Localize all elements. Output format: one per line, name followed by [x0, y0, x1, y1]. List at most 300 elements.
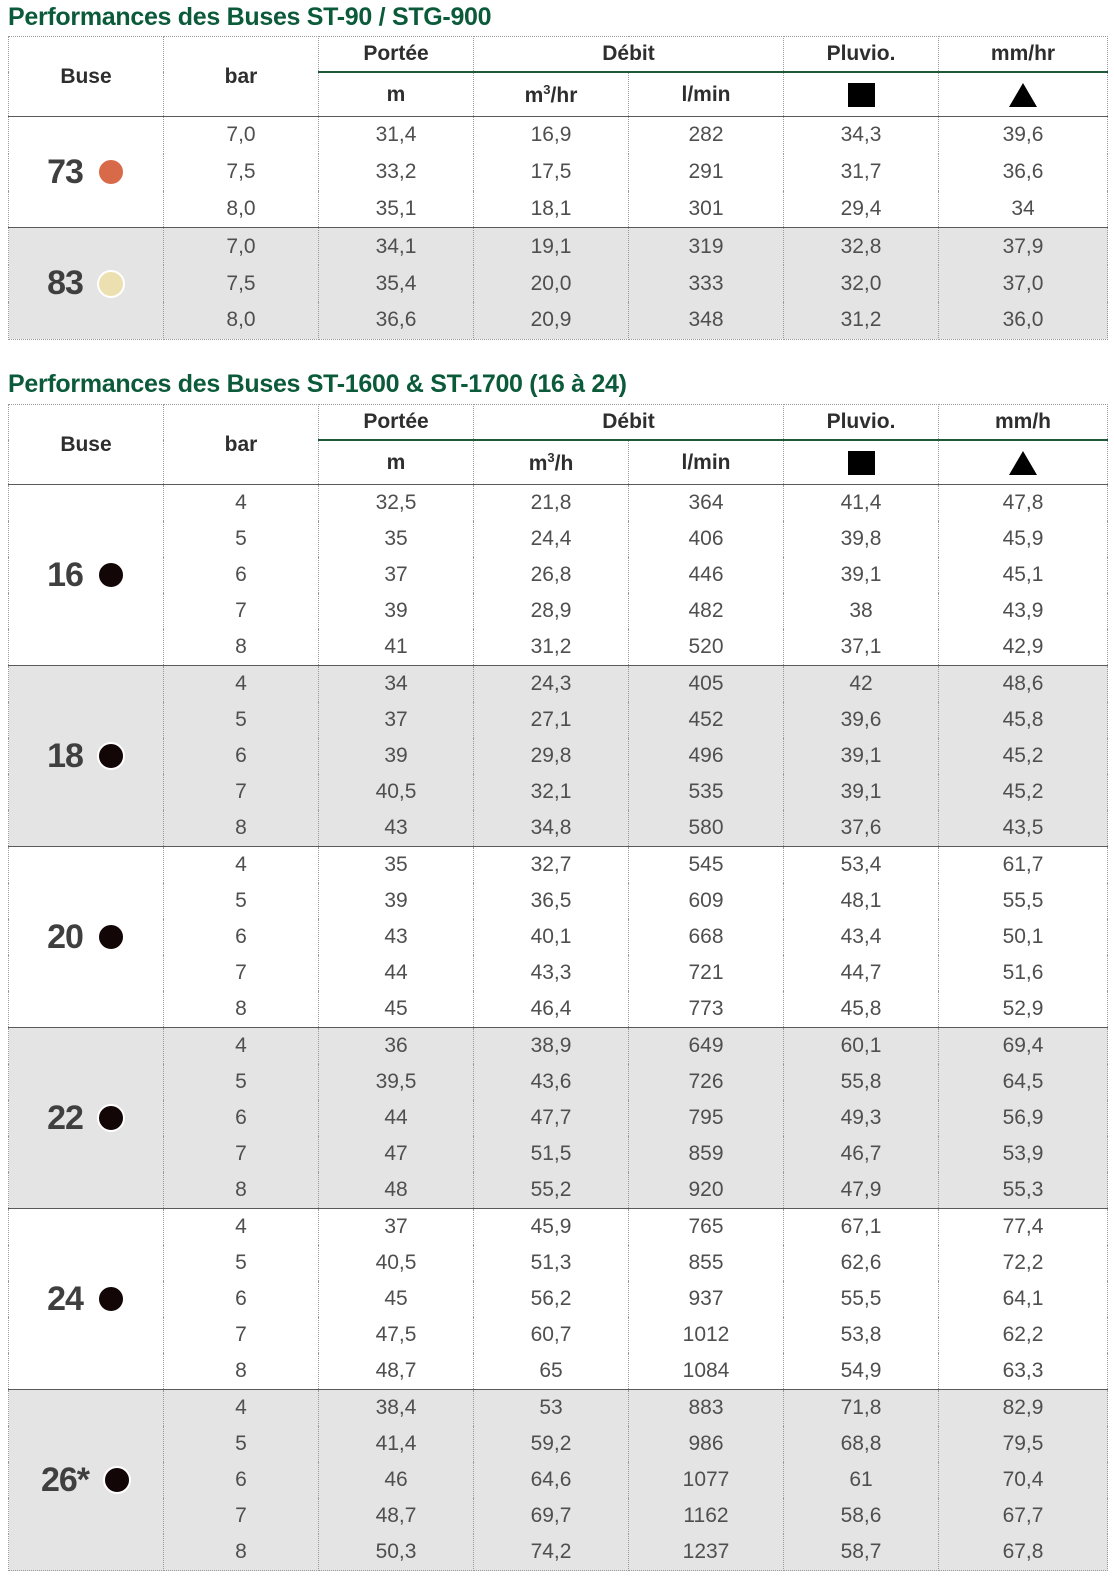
triangle-icon — [1009, 83, 1037, 107]
cell-mmh: 37,9 — [939, 228, 1108, 265]
cell-bar: 4 — [164, 485, 319, 522]
cell-debit-lmin: 364 — [629, 485, 784, 522]
buse-group-26 — [9, 1390, 1108, 1571]
nozzle-color-dot-icon — [97, 270, 125, 298]
table-row — [9, 774, 1108, 810]
table-row — [9, 1028, 1108, 1065]
cell-pluvio: 48,1 — [784, 883, 939, 919]
cell-mmh: 45,9 — [939, 521, 1108, 557]
cell-pluvio: 39,8 — [784, 521, 939, 557]
table-row — [9, 302, 1108, 339]
buse-cell — [9, 1390, 164, 1571]
col-header-bar: bar — [164, 37, 319, 117]
cell-pluvio: 45,8 — [784, 991, 939, 1028]
table-row — [9, 1281, 1108, 1317]
cell-portee-m: 33,2 — [319, 154, 474, 191]
cell-portee-m: 47 — [319, 1136, 474, 1172]
cell-bar: 7,0 — [164, 228, 319, 265]
buse-label — [9, 737, 163, 776]
cell-pluvio: 58,6 — [784, 1498, 939, 1534]
cell-bar: 6 — [164, 1281, 319, 1317]
cell-bar: 5 — [164, 1426, 319, 1462]
cell-debit-m3h: 31,2 — [474, 629, 629, 666]
cell-mmh: 39,6 — [939, 117, 1108, 154]
col-header-mmh: mm/hr — [939, 37, 1108, 73]
table-row — [9, 1317, 1108, 1353]
cell-portee-m: 31,4 — [319, 117, 474, 154]
cell-debit-m3h: 32,1 — [474, 774, 629, 810]
cell-debit-m3h: 20,0 — [474, 265, 629, 302]
cell-pluvio: 41,4 — [784, 485, 939, 522]
buse-label — [9, 153, 163, 192]
buse-label — [9, 264, 163, 303]
table-row — [9, 1498, 1108, 1534]
col-header-portee: Portée — [319, 405, 474, 441]
buse-number: 20 — [47, 917, 83, 956]
cell-portee-m: 39 — [319, 883, 474, 919]
cell-portee-m: 45 — [319, 1281, 474, 1317]
nozzle-color-dot-icon — [97, 158, 125, 186]
cell-bar: 7 — [164, 955, 319, 991]
cell-pluvio: 39,1 — [784, 557, 939, 593]
cell-bar: 7,0 — [164, 117, 319, 154]
cell-debit-m3h: 43,3 — [474, 955, 629, 991]
cell-debit-lmin: 1084 — [629, 1353, 784, 1390]
cell-pluvio: 34,3 — [784, 117, 939, 154]
cell-portee-m: 34 — [319, 666, 474, 703]
cell-debit-m3h: 69,7 — [474, 1498, 629, 1534]
cell-pluvio: 71,8 — [784, 1390, 939, 1427]
cell-portee-m: 35 — [319, 847, 474, 884]
nozzle-color-dot-icon — [97, 1285, 125, 1313]
col-header-triangle — [939, 440, 1108, 485]
cell-debit-m3h: 16,9 — [474, 117, 629, 154]
buse-group-16 — [9, 485, 1108, 666]
table-row — [9, 883, 1108, 919]
table-row — [9, 666, 1108, 703]
cell-pluvio: 32,8 — [784, 228, 939, 265]
cell-bar: 7 — [164, 593, 319, 629]
cell-pluvio: 68,8 — [784, 1426, 939, 1462]
cell-bar: 8 — [164, 1534, 319, 1571]
cell-portee-m: 35,4 — [319, 265, 474, 302]
buse-group-20 — [9, 847, 1108, 1028]
unit-exponent: 3 — [543, 81, 551, 97]
cell-portee-m: 38,4 — [319, 1390, 474, 1427]
cell-portee-m: 39 — [319, 738, 474, 774]
cell-portee-m: 46 — [319, 1462, 474, 1498]
col-header-pluvio: Pluvio. — [784, 37, 939, 73]
cell-portee-m: 48,7 — [319, 1353, 474, 1390]
cell-pluvio: 53,8 — [784, 1317, 939, 1353]
cell-mmh: 61,7 — [939, 847, 1108, 884]
cell-mmh: 67,8 — [939, 1534, 1108, 1571]
cell-debit-lmin: 773 — [629, 991, 784, 1028]
cell-debit-m3h: 51,5 — [474, 1136, 629, 1172]
cell-portee-m: 36 — [319, 1028, 474, 1065]
table-row — [9, 810, 1108, 847]
cell-debit-lmin: 721 — [629, 955, 784, 991]
cell-pluvio: 39,1 — [784, 774, 939, 810]
cell-debit-lmin: 496 — [629, 738, 784, 774]
buse-label — [9, 556, 163, 595]
cell-portee-m: 39 — [319, 593, 474, 629]
cell-debit-lmin: 937 — [629, 1281, 784, 1317]
cell-debit-lmin: 986 — [629, 1426, 784, 1462]
cell-bar: 4 — [164, 847, 319, 884]
cell-pluvio: 62,6 — [784, 1245, 939, 1281]
cell-pluvio: 37,1 — [784, 629, 939, 666]
cell-portee-m: 35,1 — [319, 191, 474, 228]
cell-bar: 8 — [164, 629, 319, 666]
cell-bar: 5 — [164, 1064, 319, 1100]
buse-group-18 — [9, 666, 1108, 847]
buse-cell — [9, 117, 164, 228]
cell-bar: 7 — [164, 1136, 319, 1172]
col-header-buse: Buse — [9, 37, 164, 117]
col-header-lmin: l/min — [629, 440, 784, 485]
table-row — [9, 991, 1108, 1028]
buse-number: 18 — [47, 736, 83, 775]
cell-debit-m3h: 40,1 — [474, 919, 629, 955]
buse-group-83 — [9, 228, 1108, 339]
table-row — [9, 557, 1108, 593]
cell-debit-m3h: 46,4 — [474, 991, 629, 1028]
cell-bar: 5 — [164, 521, 319, 557]
cell-pluvio: 31,2 — [784, 302, 939, 339]
buse-label — [9, 1280, 163, 1319]
cell-debit-lmin: 859 — [629, 1136, 784, 1172]
cell-debit-m3h: 59,2 — [474, 1426, 629, 1462]
cell-bar: 4 — [164, 1209, 319, 1246]
cell-mmh: 45,8 — [939, 702, 1108, 738]
cell-pluvio: 55,5 — [784, 1281, 939, 1317]
col-header-square — [784, 440, 939, 485]
cell-mmh: 64,1 — [939, 1281, 1108, 1317]
cell-debit-m3h: 26,8 — [474, 557, 629, 593]
table-row — [9, 1064, 1108, 1100]
cell-debit-m3h: 65 — [474, 1353, 629, 1390]
table1-performance-table — [8, 36, 1108, 340]
cell-bar: 5 — [164, 1245, 319, 1281]
cell-debit-m3h: 32,7 — [474, 847, 629, 884]
cell-portee-m: 45 — [319, 991, 474, 1028]
table-row — [9, 485, 1108, 522]
cell-debit-lmin: 609 — [629, 883, 784, 919]
cell-mmh: 70,4 — [939, 1462, 1108, 1498]
cell-mmh: 45,2 — [939, 738, 1108, 774]
col-header-portee: Portée — [319, 37, 474, 73]
cell-debit-lmin: 301 — [629, 191, 784, 228]
col-header-debit: Débit — [474, 405, 784, 441]
cell-debit-lmin: 883 — [629, 1390, 784, 1427]
cell-bar: 4 — [164, 1390, 319, 1427]
buse-group-22 — [9, 1028, 1108, 1209]
cell-debit-m3h: 17,5 — [474, 154, 629, 191]
cell-pluvio: 39,1 — [784, 738, 939, 774]
cell-debit-m3h: 60,7 — [474, 1317, 629, 1353]
cell-portee-m: 32,5 — [319, 485, 474, 522]
cell-mmh: 77,4 — [939, 1209, 1108, 1246]
cell-debit-m3h: 51,3 — [474, 1245, 629, 1281]
cell-mmh: 43,5 — [939, 810, 1108, 847]
cell-pluvio: 67,1 — [784, 1209, 939, 1246]
cell-portee-m: 35 — [319, 521, 474, 557]
cell-mmh: 42,9 — [939, 629, 1108, 666]
cell-mmh: 52,9 — [939, 991, 1108, 1028]
buse-number: 24 — [47, 1279, 83, 1318]
buse-number: 16 — [47, 555, 83, 594]
cell-bar: 8 — [164, 810, 319, 847]
cell-debit-lmin: 406 — [629, 521, 784, 557]
cell-pluvio: 47,9 — [784, 1172, 939, 1209]
cell-bar: 7,5 — [164, 154, 319, 191]
cell-debit-m3h: 29,8 — [474, 738, 629, 774]
table-row — [9, 154, 1108, 191]
cell-debit-m3h: 43,6 — [474, 1064, 629, 1100]
cell-mmh: 62,2 — [939, 1317, 1108, 1353]
cell-debit-m3h: 64,6 — [474, 1462, 629, 1498]
buse-cell — [9, 228, 164, 339]
buse-label — [9, 1461, 163, 1500]
cell-debit-m3h: 21,8 — [474, 485, 629, 522]
cell-pluvio: 39,6 — [784, 702, 939, 738]
cell-portee-m: 37 — [319, 702, 474, 738]
cell-bar: 6 — [164, 557, 319, 593]
buse-cell — [9, 485, 164, 666]
cell-bar: 8 — [164, 991, 319, 1028]
cell-mmh: 47,8 — [939, 485, 1108, 522]
cell-debit-lmin: 291 — [629, 154, 784, 191]
buse-number: 26* — [40, 1460, 90, 1499]
cell-debit-m3h: 34,8 — [474, 810, 629, 847]
cell-debit-m3h: 27,1 — [474, 702, 629, 738]
cell-debit-lmin: 446 — [629, 557, 784, 593]
table2-performance-table — [8, 404, 1108, 1571]
cell-bar: 5 — [164, 702, 319, 738]
unit-tail: /h — [554, 451, 574, 475]
cell-bar: 7,5 — [164, 265, 319, 302]
cell-debit-m3h: 24,3 — [474, 666, 629, 703]
cell-bar: 7 — [164, 1317, 319, 1353]
cell-debit-m3h: 53 — [474, 1390, 629, 1427]
cell-debit-m3h: 55,2 — [474, 1172, 629, 1209]
unit-exponent: 3 — [547, 449, 555, 465]
cell-mmh: 64,5 — [939, 1064, 1108, 1100]
cell-portee-m: 50,3 — [319, 1534, 474, 1571]
table1-title: Performances des Buses ST-90 / STG-900 — [8, 3, 492, 31]
cell-pluvio: 29,4 — [784, 191, 939, 228]
cell-pluvio: 54,9 — [784, 1353, 939, 1390]
cell-portee-m: 37 — [319, 557, 474, 593]
table-row — [9, 738, 1108, 774]
cell-debit-lmin: 668 — [629, 919, 784, 955]
cell-mmh: 48,6 — [939, 666, 1108, 703]
table-row — [9, 1245, 1108, 1281]
nozzle-color-dot-icon — [97, 923, 125, 951]
cell-pluvio: 53,4 — [784, 847, 939, 884]
buse-group-73 — [9, 117, 1108, 228]
cell-debit-lmin: 405 — [629, 666, 784, 703]
buse-group-24 — [9, 1209, 1108, 1390]
cell-mmh: 36,6 — [939, 154, 1108, 191]
cell-debit-lmin: 282 — [629, 117, 784, 154]
square-icon — [848, 83, 875, 107]
cell-bar: 4 — [164, 1028, 319, 1065]
table-row — [9, 1390, 1108, 1427]
cell-mmh: 50,1 — [939, 919, 1108, 955]
cell-debit-lmin: 795 — [629, 1100, 784, 1136]
cell-mmh: 72,2 — [939, 1245, 1108, 1281]
cell-debit-lmin: 765 — [629, 1209, 784, 1246]
col-header-buse: Buse — [9, 405, 164, 485]
buse-number: 83 — [47, 264, 83, 303]
cell-debit-lmin: 920 — [629, 1172, 784, 1209]
square-icon — [848, 451, 875, 475]
cell-debit-m3h: 56,2 — [474, 1281, 629, 1317]
table-row — [9, 1209, 1108, 1246]
cell-portee-m: 41,4 — [319, 1426, 474, 1462]
cell-debit-m3h: 36,5 — [474, 883, 629, 919]
table-row — [9, 1353, 1108, 1390]
cell-mmh: 51,6 — [939, 955, 1108, 991]
table-row — [9, 1534, 1108, 1571]
cell-mmh: 69,4 — [939, 1028, 1108, 1065]
cell-debit-m3h: 18,1 — [474, 191, 629, 228]
cell-portee-m: 43 — [319, 810, 474, 847]
cell-pluvio: 43,4 — [784, 919, 939, 955]
cell-debit-lmin: 520 — [629, 629, 784, 666]
cell-pluvio: 61 — [784, 1462, 939, 1498]
table-row — [9, 1426, 1108, 1462]
col-header-m3h — [474, 72, 629, 117]
cell-portee-m: 47,5 — [319, 1317, 474, 1353]
col-header-square — [784, 72, 939, 117]
cell-mmh: 45,2 — [939, 774, 1108, 810]
cell-bar: 8 — [164, 1172, 319, 1209]
table-row — [9, 265, 1108, 302]
table-row — [9, 919, 1108, 955]
buse-cell — [9, 1209, 164, 1390]
cell-debit-lmin: 1162 — [629, 1498, 784, 1534]
cell-pluvio: 32,0 — [784, 265, 939, 302]
cell-portee-m: 36,6 — [319, 302, 474, 339]
table-row — [9, 955, 1108, 991]
unit-base: m — [524, 83, 544, 107]
cell-debit-lmin: 580 — [629, 810, 784, 847]
cell-pluvio: 31,7 — [784, 154, 939, 191]
buse-cell — [9, 666, 164, 847]
cell-portee-m: 34,1 — [319, 228, 474, 265]
table-row — [9, 1136, 1108, 1172]
cell-debit-lmin: 319 — [629, 228, 784, 265]
cell-portee-m: 41 — [319, 629, 474, 666]
cell-pluvio: 44,7 — [784, 955, 939, 991]
cell-debit-lmin: 482 — [629, 593, 784, 629]
cell-bar: 6 — [164, 919, 319, 955]
col-header-m: m — [319, 72, 474, 117]
cell-portee-m: 40,5 — [319, 774, 474, 810]
cell-pluvio: 60,1 — [784, 1028, 939, 1065]
col-header-m3h — [474, 440, 629, 485]
table-row — [9, 847, 1108, 884]
cell-debit-m3h: 74,2 — [474, 1534, 629, 1571]
cell-debit-m3h: 38,9 — [474, 1028, 629, 1065]
cell-portee-m: 37 — [319, 1209, 474, 1246]
col-header-bar: bar — [164, 405, 319, 485]
cell-debit-lmin: 545 — [629, 847, 784, 884]
col-header-pluvio: Pluvio. — [784, 405, 939, 441]
cell-debit-lmin: 1012 — [629, 1317, 784, 1353]
cell-debit-lmin: 1077 — [629, 1462, 784, 1498]
table-row — [9, 1172, 1108, 1209]
cell-debit-lmin: 649 — [629, 1028, 784, 1065]
col-header-lmin: l/min — [629, 72, 784, 117]
cell-debit-lmin: 855 — [629, 1245, 784, 1281]
cell-bar: 8,0 — [164, 191, 319, 228]
buse-cell — [9, 847, 164, 1028]
table-row — [9, 702, 1108, 738]
nozzle-color-dot-icon — [103, 1466, 131, 1494]
cell-portee-m: 48 — [319, 1172, 474, 1209]
cell-pluvio: 55,8 — [784, 1064, 939, 1100]
table-row — [9, 521, 1108, 557]
cell-debit-lmin: 348 — [629, 302, 784, 339]
table-row — [9, 593, 1108, 629]
cell-mmh: 63,3 — [939, 1353, 1108, 1390]
cell-debit-m3h: 20,9 — [474, 302, 629, 339]
buse-cell — [9, 1028, 164, 1209]
buse-number: 73 — [47, 152, 83, 191]
cell-debit-m3h: 24,4 — [474, 521, 629, 557]
nozzle-color-dot-icon — [97, 1104, 125, 1132]
col-header-m: m — [319, 440, 474, 485]
cell-bar: 6 — [164, 1100, 319, 1136]
triangle-icon — [1009, 451, 1037, 475]
table-row — [9, 228, 1108, 265]
unit-base: m — [528, 451, 548, 475]
col-header-triangle — [939, 72, 1108, 117]
table-row — [9, 1100, 1108, 1136]
cell-bar: 6 — [164, 1462, 319, 1498]
cell-bar: 8,0 — [164, 302, 319, 339]
cell-mmh: 55,3 — [939, 1172, 1108, 1209]
cell-mmh: 43,9 — [939, 593, 1108, 629]
cell-portee-m: 48,7 — [319, 1498, 474, 1534]
cell-bar: 7 — [164, 774, 319, 810]
table-row — [9, 191, 1108, 228]
cell-debit-m3h: 28,9 — [474, 593, 629, 629]
table-row — [9, 629, 1108, 666]
cell-mmh: 45,1 — [939, 557, 1108, 593]
buse-label — [9, 918, 163, 957]
cell-portee-m: 44 — [319, 1100, 474, 1136]
col-header-debit: Débit — [474, 37, 784, 73]
cell-portee-m: 43 — [319, 919, 474, 955]
cell-pluvio: 38 — [784, 593, 939, 629]
table-row — [9, 1462, 1108, 1498]
cell-mmh: 53,9 — [939, 1136, 1108, 1172]
cell-debit-m3h: 47,7 — [474, 1100, 629, 1136]
cell-bar: 7 — [164, 1498, 319, 1534]
table2-title: Performances des Buses ST-1600 & ST-1700 (16 à 24) — [8, 370, 627, 398]
cell-debit-m3h: 19,1 — [474, 228, 629, 265]
cell-debit-lmin: 726 — [629, 1064, 784, 1100]
cell-mmh: 37,0 — [939, 265, 1108, 302]
cell-pluvio: 58,7 — [784, 1534, 939, 1571]
cell-bar: 6 — [164, 738, 319, 774]
cell-portee-m: 39,5 — [319, 1064, 474, 1100]
